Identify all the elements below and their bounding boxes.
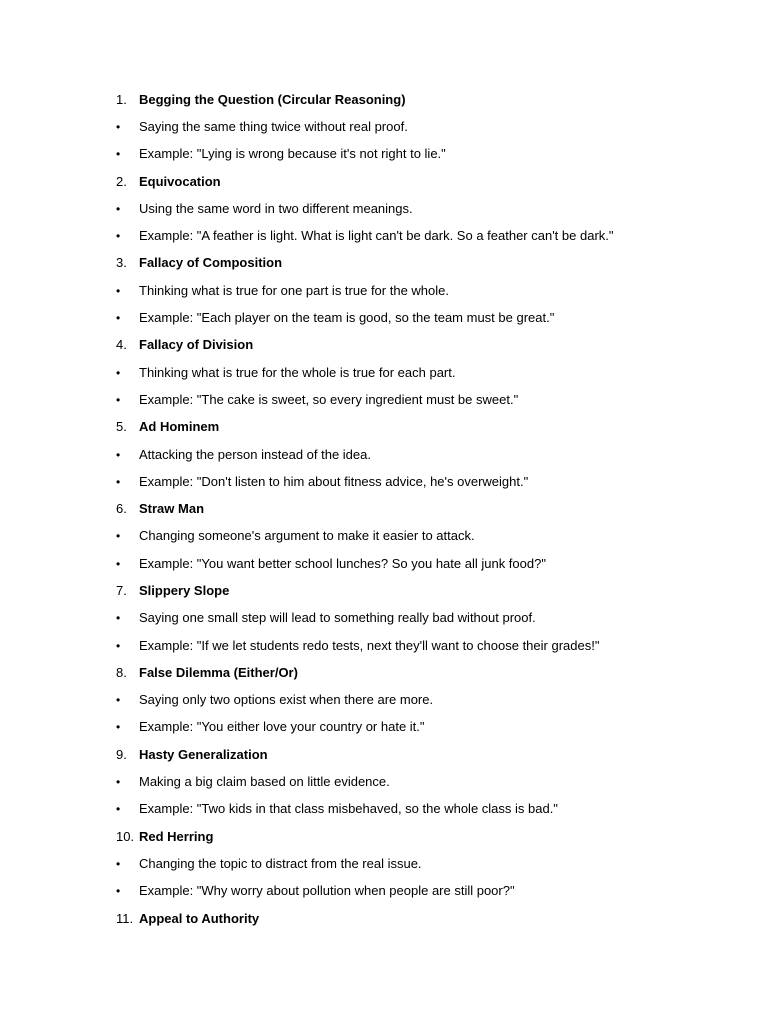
bullet-icon: •: [116, 201, 121, 216]
fallacy-definition: [112, 523, 732, 550]
fallacy-definition: [112, 441, 732, 468]
example-text: Example: "You want better school lunches? So you hate all junk food?": [139, 555, 546, 571]
fallacy-example: [112, 141, 732, 168]
definition-text: Thinking what is true for one part is true for the whole.: [139, 282, 449, 298]
bullet-icon: •: [116, 447, 121, 462]
list-number: 3.: [116, 255, 127, 271]
bullet-icon: •: [116, 529, 121, 544]
list-number: 2.: [116, 173, 127, 189]
example-text: Example: "If we let students redo tests, next they'll want to choose their grades!": [139, 637, 600, 653]
list-number: 10.: [116, 828, 135, 844]
fallacy-heading: [112, 86, 732, 113]
fallacy-definition: [112, 195, 732, 222]
list-number: 5.: [116, 419, 127, 435]
fallacy-title: Straw Man: [139, 501, 205, 517]
definition-text: Saying one small step will lead to something really bad without proof.: [139, 610, 536, 626]
example-text: Example: "A feather is light. What is light can't be dark. So a feather can't be dark.": [139, 228, 614, 244]
bullet-icon: •: [116, 311, 121, 326]
definition-text: Using the same word in two different meanings.: [139, 200, 413, 216]
definition-text: Saying only two options exist when there are more.: [139, 692, 434, 708]
bullet-icon: •: [116, 392, 121, 407]
fallacy-example: [112, 468, 732, 495]
fallacy-heading: [112, 741, 732, 768]
bullet-icon: •: [116, 365, 121, 380]
fallacy-heading: [112, 823, 732, 850]
definition-text: Making a big claim based on little evidence.: [139, 774, 390, 790]
fallacy-definition: [112, 850, 732, 877]
fallacy-definition: [112, 359, 732, 386]
fallacy-list: [112, 86, 732, 932]
bullet-icon: •: [116, 638, 121, 653]
bullet-icon: •: [116, 556, 121, 571]
list-number: 6.: [116, 501, 127, 517]
example-text: Example: "Two kids in that class misbehaved, so the whole class is bad.": [139, 801, 558, 817]
list-number: 4.: [116, 337, 127, 353]
fallacy-heading: [112, 495, 732, 522]
bullet-icon: •: [116, 147, 121, 162]
bullet-icon: •: [116, 884, 121, 899]
bullet-icon: •: [116, 802, 121, 817]
example-text: Example: "Why worry about pollution when people are still poor?": [139, 883, 515, 899]
fallacy-example: [112, 550, 732, 577]
fallacy-example: [112, 386, 732, 413]
example-text: Example: "You either love your country or hate it.": [139, 719, 425, 735]
fallacy-title: Red Herring: [139, 828, 214, 844]
fallacy-example: [112, 304, 732, 331]
bullet-icon: •: [116, 775, 121, 790]
example-text: Example: "Lying is wrong because it's not right to lie.": [139, 146, 446, 162]
list-number: 8.: [116, 664, 127, 680]
fallacy-title: Appeal to Authority: [139, 910, 260, 926]
definition-text: Thinking what is true for the whole is true for each part.: [139, 364, 456, 380]
example-text: Example: "Don't listen to him about fitness advice, he's overweight.": [139, 473, 529, 489]
list-number: 11.: [116, 910, 134, 926]
fallacy-definition: [112, 768, 732, 795]
bullet-icon: •: [116, 611, 121, 626]
fallacy-heading: [112, 168, 732, 195]
fallacy-title: Equivocation: [139, 173, 221, 189]
list-number: 9.: [116, 746, 127, 762]
fallacy-heading: [112, 659, 732, 686]
fallacy-title: Fallacy of Division: [139, 337, 254, 353]
fallacy-heading: [112, 577, 732, 604]
fallacy-title: Fallacy of Composition: [139, 255, 283, 271]
definition-text: Attacking the person instead of the idea.: [139, 446, 371, 462]
fallacy-title: False Dilemma (Either/Or): [139, 664, 298, 680]
fallacy-heading: [112, 332, 732, 359]
fallacy-heading: [112, 250, 732, 277]
bullet-icon: •: [116, 474, 121, 489]
fallacy-example: [112, 222, 732, 249]
list-number: 7.: [116, 582, 127, 598]
bullet-icon: •: [116, 119, 121, 134]
fallacy-title: Slippery Slope: [139, 582, 230, 598]
definition-text: Changing the topic to distract from the real issue.: [139, 855, 422, 871]
fallacy-title: Begging the Question (Circular Reasoning): [139, 91, 406, 107]
fallacy-example: [112, 632, 732, 659]
example-text: Example: "Each player on the team is good, so the team must be great.": [139, 310, 555, 326]
bullet-icon: •: [116, 720, 121, 735]
fallacy-title: Ad Hominem: [139, 419, 220, 435]
fallacy-definition: [112, 113, 732, 140]
list-number: 1.: [116, 91, 127, 107]
fallacy-heading: [112, 905, 732, 932]
fallacy-definition: [112, 605, 732, 632]
fallacy-example: [112, 796, 732, 823]
example-text: Example: "The cake is sweet, so every ingredient must be sweet.": [139, 391, 519, 407]
definition-text: Changing someone's argument to make it easier to attack.: [139, 528, 475, 544]
definition-text: Saying the same thing twice without real proof.: [139, 118, 408, 134]
bullet-icon: •: [116, 229, 121, 244]
fallacy-title: Hasty Generalization: [139, 746, 268, 762]
bullet-icon: •: [116, 856, 121, 871]
fallacy-heading: [112, 414, 732, 441]
fallacy-definition: [112, 687, 732, 714]
fallacy-example: [112, 878, 732, 905]
fallacy-definition: [112, 277, 732, 304]
bullet-icon: •: [116, 283, 121, 298]
bullet-icon: •: [116, 693, 121, 708]
fallacy-example: [112, 714, 732, 741]
